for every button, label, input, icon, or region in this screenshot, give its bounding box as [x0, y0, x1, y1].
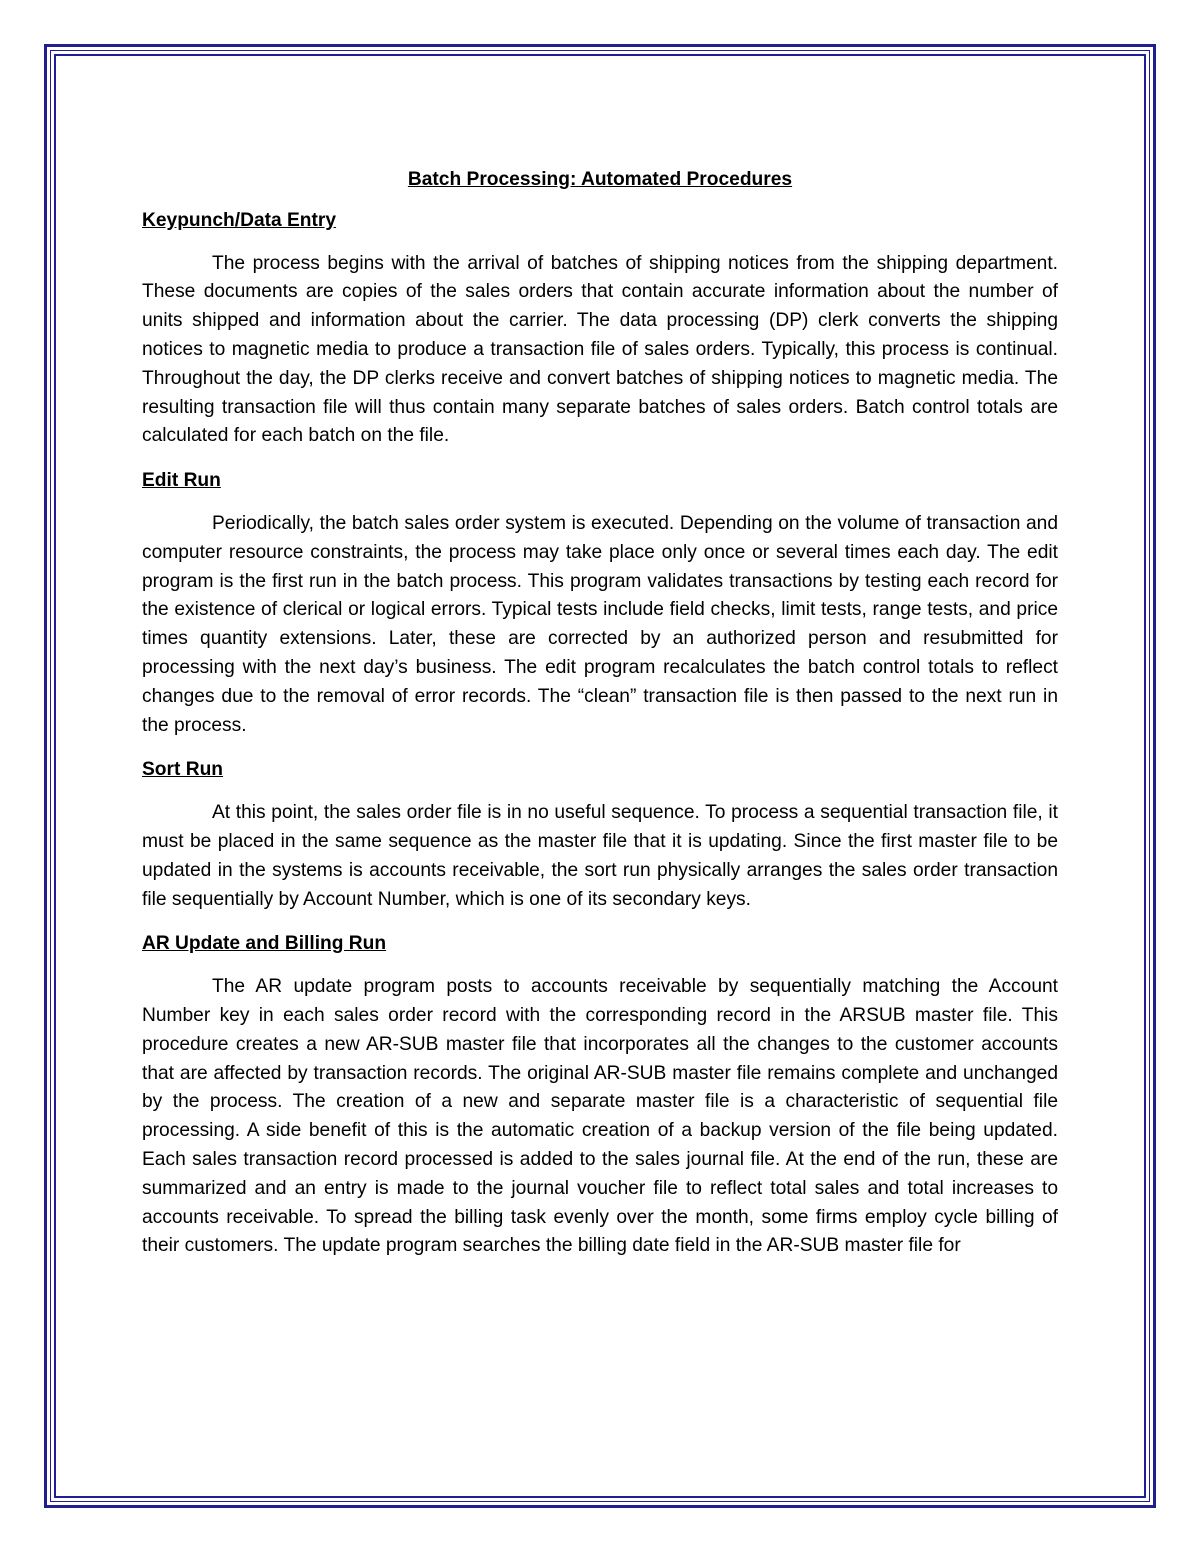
section-paragraph: Periodically, the batch sales order system is executed. Depending on the volume of transaction and computer resource constraints, the process may take place only once or several times each day. The edit program is the first run in the batch process. This program validates transactions by testing each record for the existence of clerical or logical errors. Typical tests include field checks, limit tests, range tests, and price times quantity extensions. Later, these are corrected by an authorized person and resubmitted for processing with the next day’s business. The edit program recalculates the batch control totals to reflect changes due to the removal of error records. The “clean” transaction file is then passed to the next run in the process. — [142, 512, 1058, 736]
section-paragraph: The process begins with the arrival of batches of shipping notices from the shipping department. These documents are copies of the sales orders that contain accurate information about the number of units shipped and information about the carrier. The data processing (DP) clerk converts the shipping notices to magnetic media to produce a transaction file of sales orders. Typically, this process is continual. Throughout the day, the DP clerks receive and convert batches of shipping notices to magnetic media. The resulting transaction file will thus contain many separate batches of sales orders. Batch control totals are calculated for each batch on the file. — [142, 252, 1058, 447]
section-heading: Sort Run — [142, 759, 224, 781]
section-edit-run — [142, 467, 1058, 740]
document-title: Batch Processing: Automated Procedures — [407, 169, 793, 190]
document-body — [142, 166, 1058, 1277]
section-heading: Edit Run — [142, 470, 221, 492]
section-ar-update-billing-run — [142, 930, 1058, 1261]
section-keypunch-data-entry — [142, 207, 1058, 451]
section-heading: Keypunch/Data Entry — [142, 209, 337, 231]
section-paragraph: At this point, the sales order file is in no useful sequence. To process a sequential transaction file, it must be placed in the same sequence as the master file that it is updating. Since the first master file to be updated in the systems is accounts receivable, the sort run physically arranges the sales order transaction file sequentially by Account Number, which is one of its secondary keys. — [142, 802, 1058, 910]
section-sort-run — [142, 756, 1058, 914]
section-heading: AR Update and Billing Run — [142, 933, 387, 955]
section-paragraph: The AR update program posts to accounts receivable by sequentially matching the Account Number key in each sales order record with the corresponding record in the ARSUB master file. This procedure creates a new AR-SUB master file that incorporates all the changes to the customer accounts that are affected by transaction records. The original AR-SUB master file remains complete and unchanged by the process. The creation of a new and separate master file is a characteristic of sequential file processing. A side benefit of this is the automatic creation of a backup version of the file being updated. Each sales transaction record processed is added to the sales journal file. At the end of the run, these are summarized and an entry is made to the journal voucher file to reflect total sales and total increases to accounts receivable. To spread the billing task evenly over the month, some firms employ cycle billing of their customers. The update program searches the billing date field in the AR-SUB master file for — [142, 976, 1058, 1257]
